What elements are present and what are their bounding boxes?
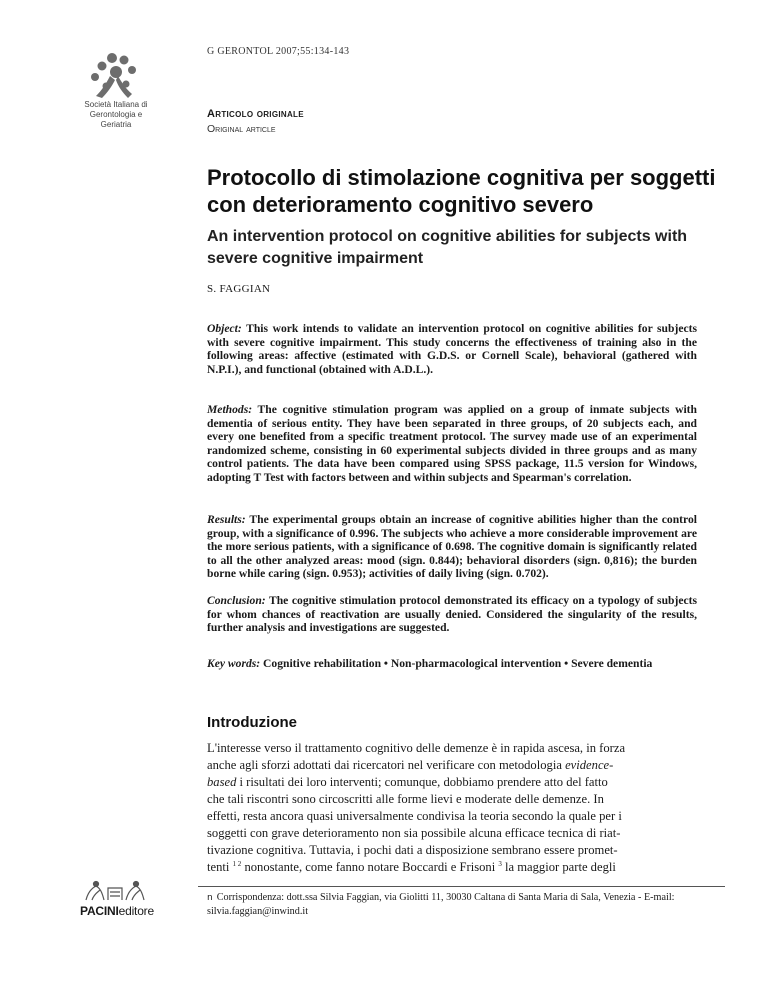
article-title [207,164,727,218]
publisher-name-light: editore [118,904,154,918]
abstract-methods-label: Methods: [207,403,253,416]
body-line: soggetti con grave deterioramento non sia possibile alcuna efficace tecnica di riat- [207,826,621,840]
article-type-english: Original article [207,123,276,135]
abstract-object-text: This work intends to validate an intervention protocol on cognitive abilities for subjects with severe cognitive impairment. This study concerns the effectiveness of training also in the following areas: affective (estimated with G.D.S. or Cornell Scale), behavioral (gathered with N.P.I.), and functional (obtained with A.D.L.). [207,322,697,376]
body-emphasis: evidence- [565,758,614,772]
body-text-span: la maggior parte degli [501,860,616,874]
section-heading: Introduzione [207,714,297,731]
keywords-text: Cognitive rehabilitation • Non-pharmacological intervention • Severe dementia [263,657,653,670]
society-name-line: Geriatria [100,120,132,129]
society-name [70,100,162,130]
article-title-english-line: severe cognitive impairment [207,250,424,267]
abstract-conclusion-text: The cognitive stimulation protocol demonstrated its efficacy on a typology of subjects for whom chances of reactivation are usually denied. Considered the singularity of the results, further analysis and investigations are suggested. [207,594,697,635]
body-paragraph [207,740,719,876]
article-title-line: con deterioramento cognitivo severo [207,192,594,217]
society-name-line: Società Italiana di [84,100,148,109]
abstract-methods [207,403,697,485]
citation-superscript: 1 2 [232,860,242,868]
keywords-label: Key words: [207,657,261,670]
body-text-span: nonostante, come fanno notare Boccardi e Frisoni [241,860,496,874]
abstract-conclusion-label: Conclusion: [207,594,266,607]
abstract-results [207,513,697,581]
society-name-line: Gerontologia e [89,110,143,119]
article-title-english [207,226,727,270]
author: S. FAGGIAN [207,283,271,295]
body-line [207,859,719,876]
abstract-results-label: Results: [207,513,246,526]
publisher-logo-icon [82,880,148,902]
footnote-marker-icon: n [207,893,213,903]
abstract-object [207,322,697,376]
body-text-span: anche agli sforzi adottati dai ricercatori nel verificare con metodologia [207,758,562,772]
journal-reference: G GERONTOL 2007;55:134-143 [207,46,350,57]
abstract-object-label: Object: [207,322,242,335]
correspondence-footnote [207,891,719,918]
article-title-line: Protocollo di stimolazione cognitiva per soggetti [207,165,716,190]
citation-superscript: 3 [498,860,502,868]
body-line: tivazione cognitiva. Tuttavia, i pochi dati a disposizione sembrano essere promet- [207,843,618,857]
abstract-results-text: The experimental groups obtain an increase of cognitive abilities higher than the control group, with a significance of 0.996. The subjects who achieve a more considerable improvement are the more serious patients, with a significance of 0.698. The cognitive domain is significantly related to all the other analyzed areas: mood (sign. 0.844); behavioral disorders (sign. 0,816); the burden borne while caring (sign. 0.953); activities of daily living (sign. 0.702). [207,513,697,581]
footnote-text: Corrispondenza: dott.ssa Silvia Faggian, via Giolitti 11, 30030 Caltana di Santa Maria di Sala, Venezia - E-mail: silvia.faggian@inwind.it [207,892,675,917]
abstract-conclusion [207,594,697,635]
body-line: L'interesse verso il trattamento cognitivo delle demenze è in rapida ascesa, in forza [207,741,626,755]
publisher-name-bold: PACINI [80,904,119,918]
society-logo-icon [82,50,146,104]
footnote-divider [198,886,725,887]
publisher-name [72,904,162,918]
article-type: Articolo originale [207,108,304,120]
body-line: effetti, resta ancora quasi universalmente condivisa la teoria secondo la quale per i [207,809,622,823]
body-line [207,757,719,774]
body-line [207,774,719,791]
body-text-span: tenti [207,860,230,874]
body-line: che tali riscontri sono circoscritti alle forme lievi e moderate delle demenze. In [207,792,604,806]
body-emphasis: based [207,775,237,789]
abstract-methods-text: The cognitive stimulation program was applied on a group of inmate subjects with dementia of serious entity. They have been separated in three groups, of 20 subjects each, and every one benefited from a specific treatment protocol. The survey made use of an experimental randomized scheme, consisting in 60 experimental subjects divided in three groups and as many control patients. The data have been compared using SPSS package, 11.5 version for Windows, adopting T Test with factors between and within subjects and Spearman's correlation. [207,403,697,484]
body-text-span: i risultati dei loro interventi; comunque, dobbiamo prendere atto del fatto [236,775,608,789]
article-title-english-line: An intervention protocol on cognitive abilities for subjects with [207,228,688,245]
abstract-keywords [207,657,697,671]
